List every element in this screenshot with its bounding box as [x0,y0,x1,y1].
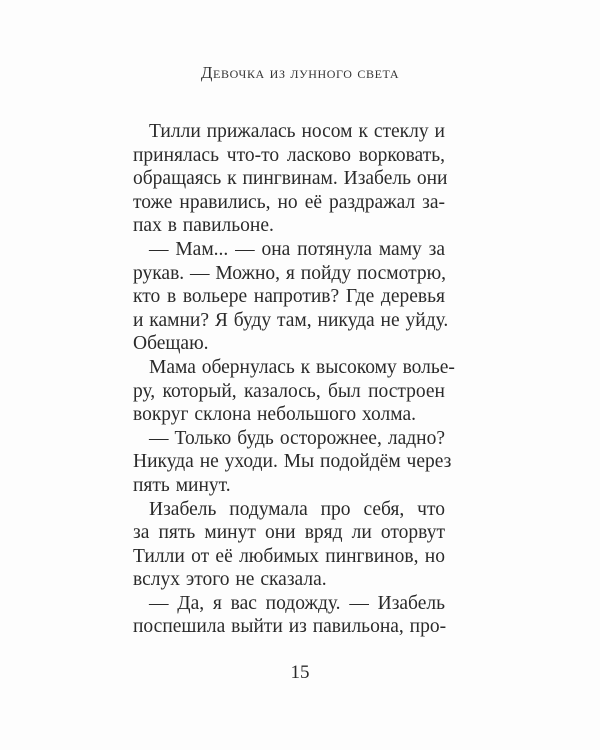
running-header: Девочка из лунного света [200,63,400,82]
text-line: Тилли прижалась носом к стеклу и [149,121,445,142]
text-line: вслух этого не сказала. [133,569,327,591]
text-line: — Мам... — она потянула маму за [149,238,445,260]
text-line: рукав. — Можно, я пойду посмотрю, [133,262,447,284]
text-line: обращаясь к пингвинам. Изабель они [133,168,448,190]
page-body-text [133,120,455,639]
text-line: Изабель подумала про себя, что [149,498,445,520]
page-number: 15 [290,662,310,683]
text-line: Мама обернулась к высокому волье- [149,356,455,378]
text-line: тоже нравились, но её раздражал за- [133,191,445,213]
text-line: Обещаю. [133,333,209,355]
text-line: ру, который, казалось, был построен [133,380,445,402]
text-line: принялась что-то ласково ворковать, [133,144,445,166]
text-line: Никуда не уходи. Мы подойдём через [133,451,452,473]
text-line: за пять минут они вряд ли оторвут [133,522,445,544]
text-line: поспешила выйти из павильона, про- [133,616,447,638]
text-line: вокруг склона небольшого холма. [133,404,416,426]
text-line: кто в вольере напротив? Где деревья [133,286,445,308]
text-line: и камни? Я буду там, никуда не уйду. [133,309,449,331]
text-line: — Только будь осторожнее, ладно? [149,427,445,449]
text-line: пять минут. [133,474,231,496]
text-line: пах в павильоне. [133,215,274,237]
text-line: Тилли от её любимых пингвинов, но [133,545,445,567]
text-line: — Да, я вас подожду. — Изабель [149,592,445,614]
